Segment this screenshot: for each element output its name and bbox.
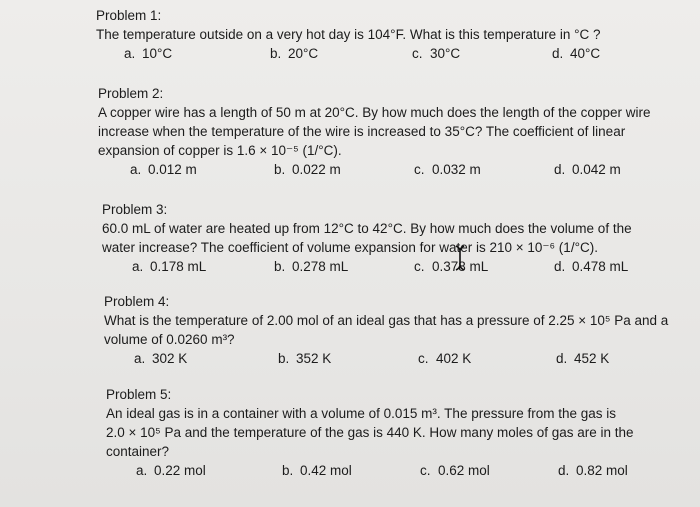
choice-b[interactable]: b. 0.278 mL — [274, 259, 349, 274]
choice-list — [96, 44, 656, 63]
choice-c[interactable]: c. 0.032 m — [414, 162, 481, 177]
choice-d[interactable]: d. 40°C — [552, 46, 601, 61]
choice-b[interactable]: b. 0.022 m — [274, 162, 341, 177]
choice-d[interactable]: d. 452 K — [556, 351, 610, 366]
choice-d[interactable]: d. 0.042 m — [554, 162, 621, 177]
problem-question: 60.0 mL of water are heated up from 12°C to 42°C. By how much does the volume of the water increase? The coefficient of volume expansion for water is 210 × 10⁻⁶ (1/°C). — [102, 221, 632, 255]
choice-list — [106, 461, 634, 480]
choice-a[interactable]: a. 0.22 mol — [136, 463, 206, 478]
problem-question: An ideal gas is in a container with a volume of 0.015 m³. The pressure from the gas is 2.0 × 10⁵ Pa and the temperature of the gas is 440 K. How many moles of gas are in the container? — [106, 406, 634, 459]
problem-title: Problem 2: — [98, 86, 164, 101]
choice-list — [102, 257, 668, 276]
problem-5 — [106, 385, 634, 480]
choice-a[interactable]: a. 0.012 m — [130, 162, 197, 177]
choice-c[interactable]: c. 402 K — [418, 351, 472, 366]
problem-question: What is the temperature of 2.00 mol of an ideal gas that has a pressure of 2.25 × 10⁵ Pa and a volume of 0.0260 m³? — [104, 313, 669, 347]
choice-b[interactable]: b. 0.42 mol — [282, 463, 352, 478]
choice-d[interactable]: d. 0.478 mL — [554, 259, 629, 274]
choice-d[interactable]: d. 0.82 mol — [558, 463, 628, 478]
choice-c[interactable]: c. 30°C — [412, 46, 461, 61]
choice-b[interactable]: b. 352 K — [278, 351, 332, 366]
choice-a[interactable]: a. 0.178 mL — [132, 259, 207, 274]
problem-title: Problem 4: — [104, 294, 170, 309]
problem-4 — [104, 292, 670, 368]
choice-b[interactable]: b. 20°C — [270, 46, 319, 61]
problem-1 — [96, 6, 656, 63]
problem-question: The temperature outside on a very hot day is 104°F. What is this temperature in °C ? — [96, 27, 601, 42]
choice-list — [104, 349, 670, 368]
text-cursor-icon — [455, 245, 465, 271]
problem-title: Problem 1: — [96, 8, 162, 23]
choice-a[interactable]: a. 302 K — [134, 351, 188, 366]
problem-title: Problem 3: — [102, 202, 168, 217]
problem-question: A copper wire has a length of 50 m at 20°C. By how much does the length of the copper wire increase when the temperature of the wire is increased to 35°C? The coefficient of linear expansion of copper is 1.6 × 10⁻⁵ (1/°C). — [98, 105, 651, 158]
choice-c[interactable]: c. 0.378 mL — [414, 259, 489, 274]
choice-c[interactable]: c. 0.62 mol — [420, 463, 490, 478]
choice-list — [98, 160, 654, 179]
problem-title: Problem 5: — [106, 387, 172, 402]
problem-2 — [98, 84, 654, 179]
choice-a[interactable]: a. 10°C — [124, 46, 173, 61]
problem-3 — [102, 200, 668, 276]
